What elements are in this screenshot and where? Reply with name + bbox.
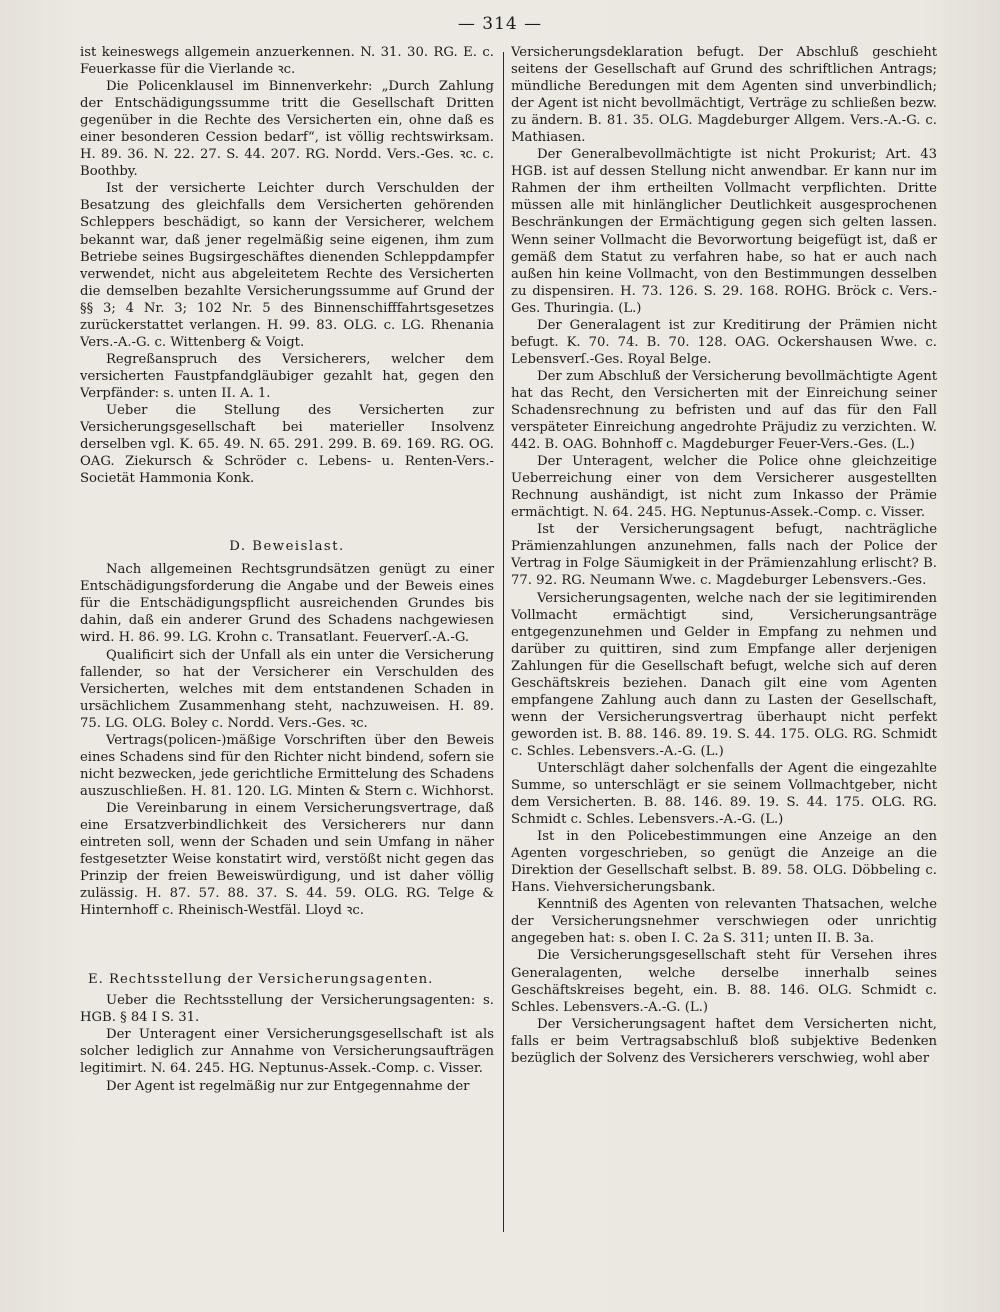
- paragraph: Ist in den Policebestimmungen eine Anzeige an den Agenten vorgeschrieben, so genügt die Anzeige an die Direktion der Gesellschaft selbst. B. 89. 58. OLG. Döbbeling c. Hans. Viehversicherungsbank.: [511, 829, 937, 896]
- section-spacer: [80, 919, 494, 971]
- page-number: — 314 —: [457, 14, 543, 34]
- paragraph: Vertrags(policen-)mäßige Vorschriften über den Beweis eines Schadens sind für den Richter nicht bindend, sofern sie nicht bezwecken, jede gerichtliche Ermittelung des Schadens auszuschließen. H. 81. 120. LG. Minten & Stern c. Wichhorst.: [80, 732, 494, 799]
- paragraph: Der Generalagent ist zur Kreditirung der Prämien nicht befugt. K. 70. 74. B. 70. 128. OAG. Ockershausen Wwe. c. Lebensverſ.-Ges. Royal Belge.: [511, 317, 937, 367]
- paragraph: Der Versicherungsagent haftet dem Versicherten nicht, falls er beim Vertragsabschluß bloß subjektive Bedenken bezüglich der Solvenz des Versicherers verschwieg, wohl aber: [511, 1016, 937, 1066]
- section-heading-beweislast: D. Beweislast.: [229, 539, 345, 555]
- paragraph: Der Generalbevollmächtigte ist nicht Prokurist; Art. 43 HGB. ist auf dessen Stellung nicht anwendbar. Er kann nur im Rahmen der ihm ertheilten Vollmacht verpflichten. Dritte müssen alle mit hinlänglicher Deutlichkeit ausgesprochenen Beschränkungen der Ermächtigung gegen sich gelten lassen. Wenn seiner Vollmacht die Bevorwortung beigefügt ist, daß er gemäß dem Statut zu verfahren habe, so hat er auch nach außen hin keine Vollmacht, von den Bestimmungen desselben zu dispensiren. H. 73. 126. S. 29. 168. ROHG. Bröck c. Vers.-Ges. Thuringia. (L.): [511, 147, 937, 316]
- paragraph: Der Unteragent einer Versicherungsgesellschaft ist als solcher lediglich zur Annahme von Versicherungsaufträgen legitimirt. N. 64. 245. HG. Neptunus-Assek.-Comp. c. Visser.: [80, 1027, 494, 1077]
- paragraph: Der zum Abschluß der Versicherung bevollmächtigte Agent hat das Recht, den Versicherten mit der Einreichung seiner Schadensrechnung zu befristen und auf das für den Fall verspäteter Einreichung angedrohte Präjudiz zu verzichten. W. 442. B. OAG. Bohnhoff c. Magdeburger Feuer-Vers.-Ges. (L.): [511, 368, 937, 453]
- paragraph: Kenntniß des Agenten von relevanten Thatsachen, welche der Versicherungsnehmer verschwiegen oder unrichtig angegeben hat: s. oben I. C. 2a S. 311; unten II. B. 3a.: [511, 897, 937, 947]
- paragraph: Ist der versicherte Leichter durch Verschulden der Besatzung des gleichfalls dem Versicherten gehörenden Schleppers beschädigt, so kann der Versicherer, welchem bekannt war, daß jener regelmäßig seine eigenen, ihm zum Betriebe seines Bugsirgeschäftes dienenden Schleppdampfer verwendet, nicht aus abgeleitetem Rechte des Versicherten die demselben bezahlte Versicherungssumme auf Grund der §§ 3; 4 Nr. 3; 102 Nr. 5 des Binnenschifffahrtsgesetzes zurückerstattet verlangen. H. 99. 83. OLG. c. LG. Rhenania Vers.-A.-G. c. Wittenberg & Voigt.: [80, 181, 494, 350]
- paragraph: Die Versicherungsgesellschaft steht für Versehen ihres Generalagenten, welche derselbe innerhalb seines Geschäftskreises begeht, ein. B. 88. 146. OLG. Schmidt c. Schles. Lebensvers.-A.-G. (L.): [511, 948, 937, 1015]
- paragraph: ist keineswegs allgemein anzuerkennen. N. 31. 30. RG. E. c. Feuerkasse für die Vierlande ꝛc.: [80, 45, 494, 78]
- left-column: [80, 44, 494, 1304]
- paragraph: Der Agent ist regelmäßig nur zur Entgegennahme der: [106, 1078, 470, 1094]
- right-column: [511, 44, 937, 1304]
- paragraph: Der Unteragent, welcher die Police ohne gleichzeitige Ueberreichung einer von dem Versicherer ausgestellten Rechnung aushändigt, ist nicht zum Inkasso der Prämie ermächtigt. N. 64. 245. HG. Neptunus-Assek.-Comp. c. Visser.: [511, 454, 937, 521]
- paragraph: Regreßanspruch des Versicherers, welcher dem versicherten Faustpfandgläubiger gezahlt hat, gegen den Verpfänder: s. unten II. A. 1.: [80, 351, 494, 401]
- paragraph: Nach allgemeinen Rechtsgrundsätzen genügt zu einer Entschädigungsforderung die Angabe und der Beweis eines für die Entschädigungspflicht ausreichenden Grundes bis dahin, daß ein anderer Grund des Schadens nachgewiesen wird. H. 86. 99. LG. Krohn c. Transatlant. Feuerverſ.-A.-G.: [80, 562, 494, 646]
- section-spacer: [80, 487, 494, 538]
- paragraph: Versicherungsagenten, welche nach der sie legitimirenden Vollmacht ermächtigt sind, Versicherungsanträge entgegenzunehmen und Gelder in Empfang zu nehmen und darüber zu quittiren, sind zum Empfange aller derjenigen Zahlungen für die Gesellschaft befugt, welche sich auf deren Geschäftskreis beziehen. Danach gilt eine vom Agenten empfangene Zahlung auch dann zu Lasten der Gesellschaft, wenn der Versicherungsvertrag überhaupt nicht perfekt geworden ist. B. 88. 146. 89. 19. S. 44. 175. OLG. RG. Schmidt c. Schles. Lebensvers.-A.-G. (L.): [511, 590, 937, 759]
- column-divider: [503, 52, 504, 1232]
- paragraph: Ueber die Stellung des Versicherten zur Versicherungsgesellschaft bei materieller Insolvenz derselben vgl. K. 65. 49. N. 65. 291. 299. B. 69. 169. RG. OG. OAG. Ziekursch & Schröder c. Lebens- u. Renten-Vers.-Societät Hammonia Konk.: [80, 402, 494, 487]
- paragraph: Versicherungsdeklaration befugt. Der Abschluß geschieht seitens der Gesellschaft auf Grund des schriftlichen Antrags; mündliche Beredungen mit dem Agenten sind unverbindlich; der Agent ist nicht bevollmächtigt, Verträge zu schließen bezw. zu ändern. B. 81. 35. OLG. Magdeburger Allgem. Vers.-A.-G. c. Mathiasen.: [511, 45, 937, 146]
- paragraph: Ist der Versicherungsagent befugt, nachträgliche Prämienzahlungen anzunehmen, falls nach der Police der Vertrag in Folge Säumigkeit in der Prämienzahlung erlischt? B. 77. 92. RG. Neumann Wwe. c. Magdeburger Lebensvers.-Ges.: [511, 522, 937, 589]
- paragraph: Die Vereinbarung in einem Versicherungsvertrage, daß eine Ersatzverbindlichkeit des Versicherers nur dann eintreten soll, wenn der Schaden und sein Umfang in näher festgesetzter Weise konstatirt wird, verstößt nicht gegen das Prinzip der freien Beweiswürdigung, und ist daher völlig zulässig. H. 87. 57. 88. 37. S. 44. 59. OLG. RG. Telge & Hinternhoff c. Rheinisch-Westfäl. Lloyd ꝛc.: [80, 800, 494, 919]
- paragraph: Ueber die Rechtsstellung der Versicherungsagenten: s. HGB. § 84 I S. 31.: [80, 993, 494, 1026]
- paragraph: Die Policenklausel im Binnenverkehr: „Durch Zahlung der Entschädigungssumme tritt die Gesellschaft Dritten gegenüber in die Rechte des Versicherten ein, ohne daß es einer besonderen Cession bedarf“, ist völlig rechtswirksam. H. 89. 36. N. 22. 27. S. 44. 207. RG. Nordd. Vers.-Ges. ꝛc. c. Boothby.: [80, 79, 494, 180]
- paragraph: Unterschlägt daher solchenfalls der Agent die eingezahlte Summe, so unterschlägt er sie seinem Vollmachtgeber, nicht dem Versicherten. B. 88. 146. 89. 19. S. 44. 175. OLG. RG. Schmidt c. Schles. Lebensvers.-A.-G. (L.): [511, 760, 937, 828]
- section-heading-rechtsstellung: E. Rechtsstellung der Versicherungsagenten.: [88, 972, 434, 988]
- paragraph: Qualificirt sich der Unfall als ein unter die Versicherung fallender, so hat der Versicherer ein Verschulden des Versicherten, welches mit dem entstandenen Schaden in ursächlichem Zusammenhang steht, nachzuweisen. H. 89. 75. LG. OLG. Boley c. Nordd. Vers.-Ges. ꝛc.: [80, 647, 494, 731]
